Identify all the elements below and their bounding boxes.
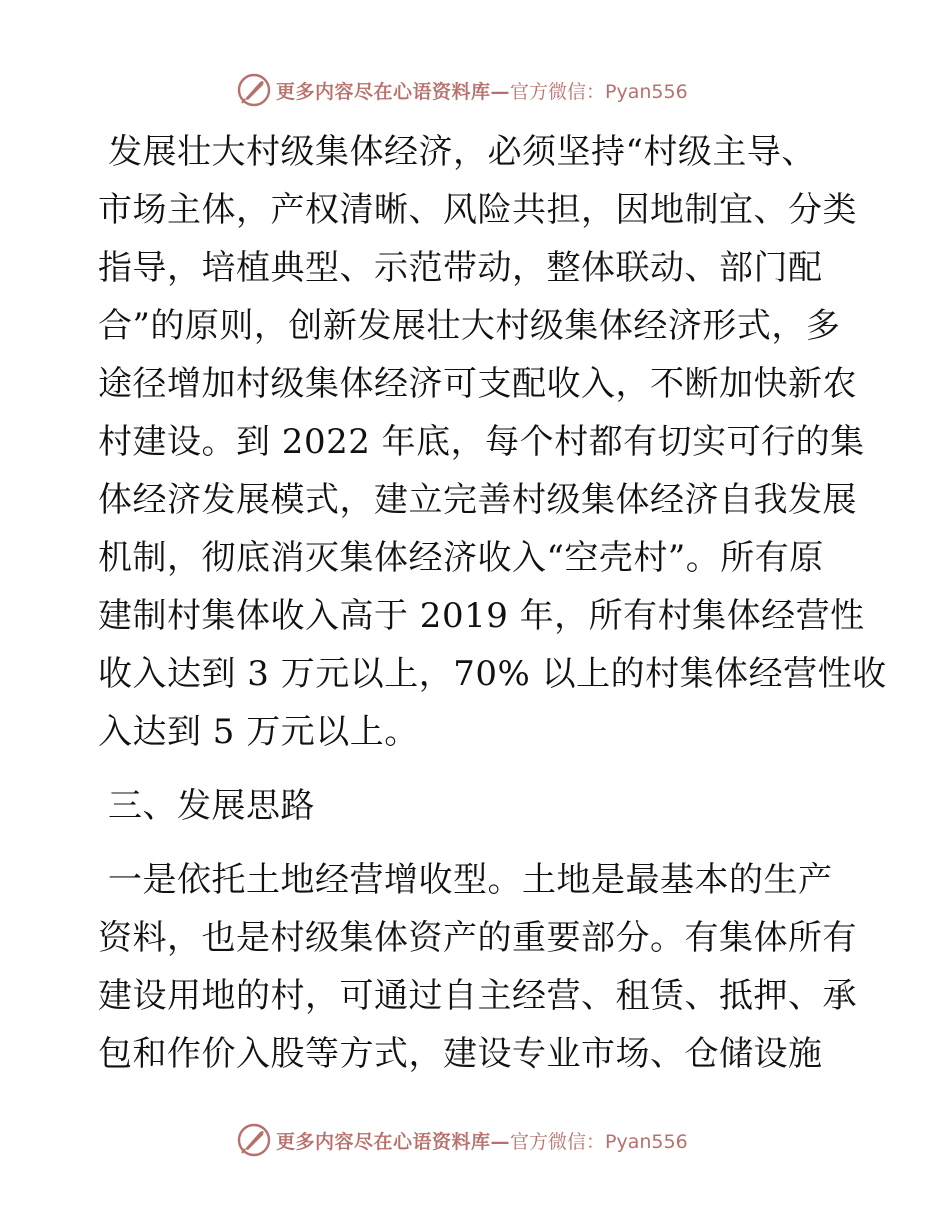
paragraph-line: 发展壮大村级集体经济，必须坚持“村级主导、 (108, 132, 816, 172)
quill-pen-logo-icon (236, 1122, 272, 1158)
paragraph-line: 一是依托土地经营增收型。土地是最基本的生产 (108, 860, 833, 900)
paragraph-line: 建设用地的村，可通过自主经营、租赁、抵押、承 (98, 976, 857, 1016)
document-body (98, 123, 887, 1083)
paragraph-line: 机制，彻底消灭集体经济收入“空壳村”。所有原 (98, 538, 824, 578)
paragraph-line: 体经济发展模式，建立完善村级集体经济自我发展 (98, 480, 857, 520)
paragraph-line: 包和作价入股等方式，建设专业市场、仓储设施 (98, 1034, 823, 1074)
section-heading: 三、发展思路 (108, 786, 315, 826)
paragraph-line: 途径增加村级集体经济可支配收入，不断加快新农 (98, 364, 857, 404)
paragraph-line: 指导，培植典型、示范带动，整体联动、部门配 (98, 248, 823, 288)
banner-text: 更多内容尽在心语资料库— (276, 80, 511, 103)
paragraph-line: 村建设。到 2022 年底，每个村都有切实可行的集 (98, 422, 865, 462)
header-banner (236, 70, 688, 110)
paragraph-line: 合”的原则，创新发展壮大村级集体经济形式，多 (98, 306, 841, 346)
quill-pen-logo-icon (236, 72, 272, 108)
banner-text: 更多内容尽在心语资料库— (276, 1130, 511, 1153)
banner-wechat: 官方微信：Pyan556 (510, 1130, 688, 1153)
paragraph-line: 建制村集体收入高于 2019 年，所有村集体经营性 (98, 596, 865, 636)
paragraph-line: 收入达到 3 万元以上，70% 以上的村集体经营性收 (98, 654, 887, 694)
footer-banner (236, 1120, 688, 1160)
paragraph-line: 入达到 5 万元以上。 (98, 712, 419, 752)
paragraph-line: 市场主体，产权清晰、风险共担，因地制宜、分类 (98, 190, 857, 230)
paragraph-line: 资料，也是村级集体资产的重要部分。有集体所有 (98, 918, 857, 958)
banner-wechat: 官方微信：Pyan556 (510, 80, 688, 103)
